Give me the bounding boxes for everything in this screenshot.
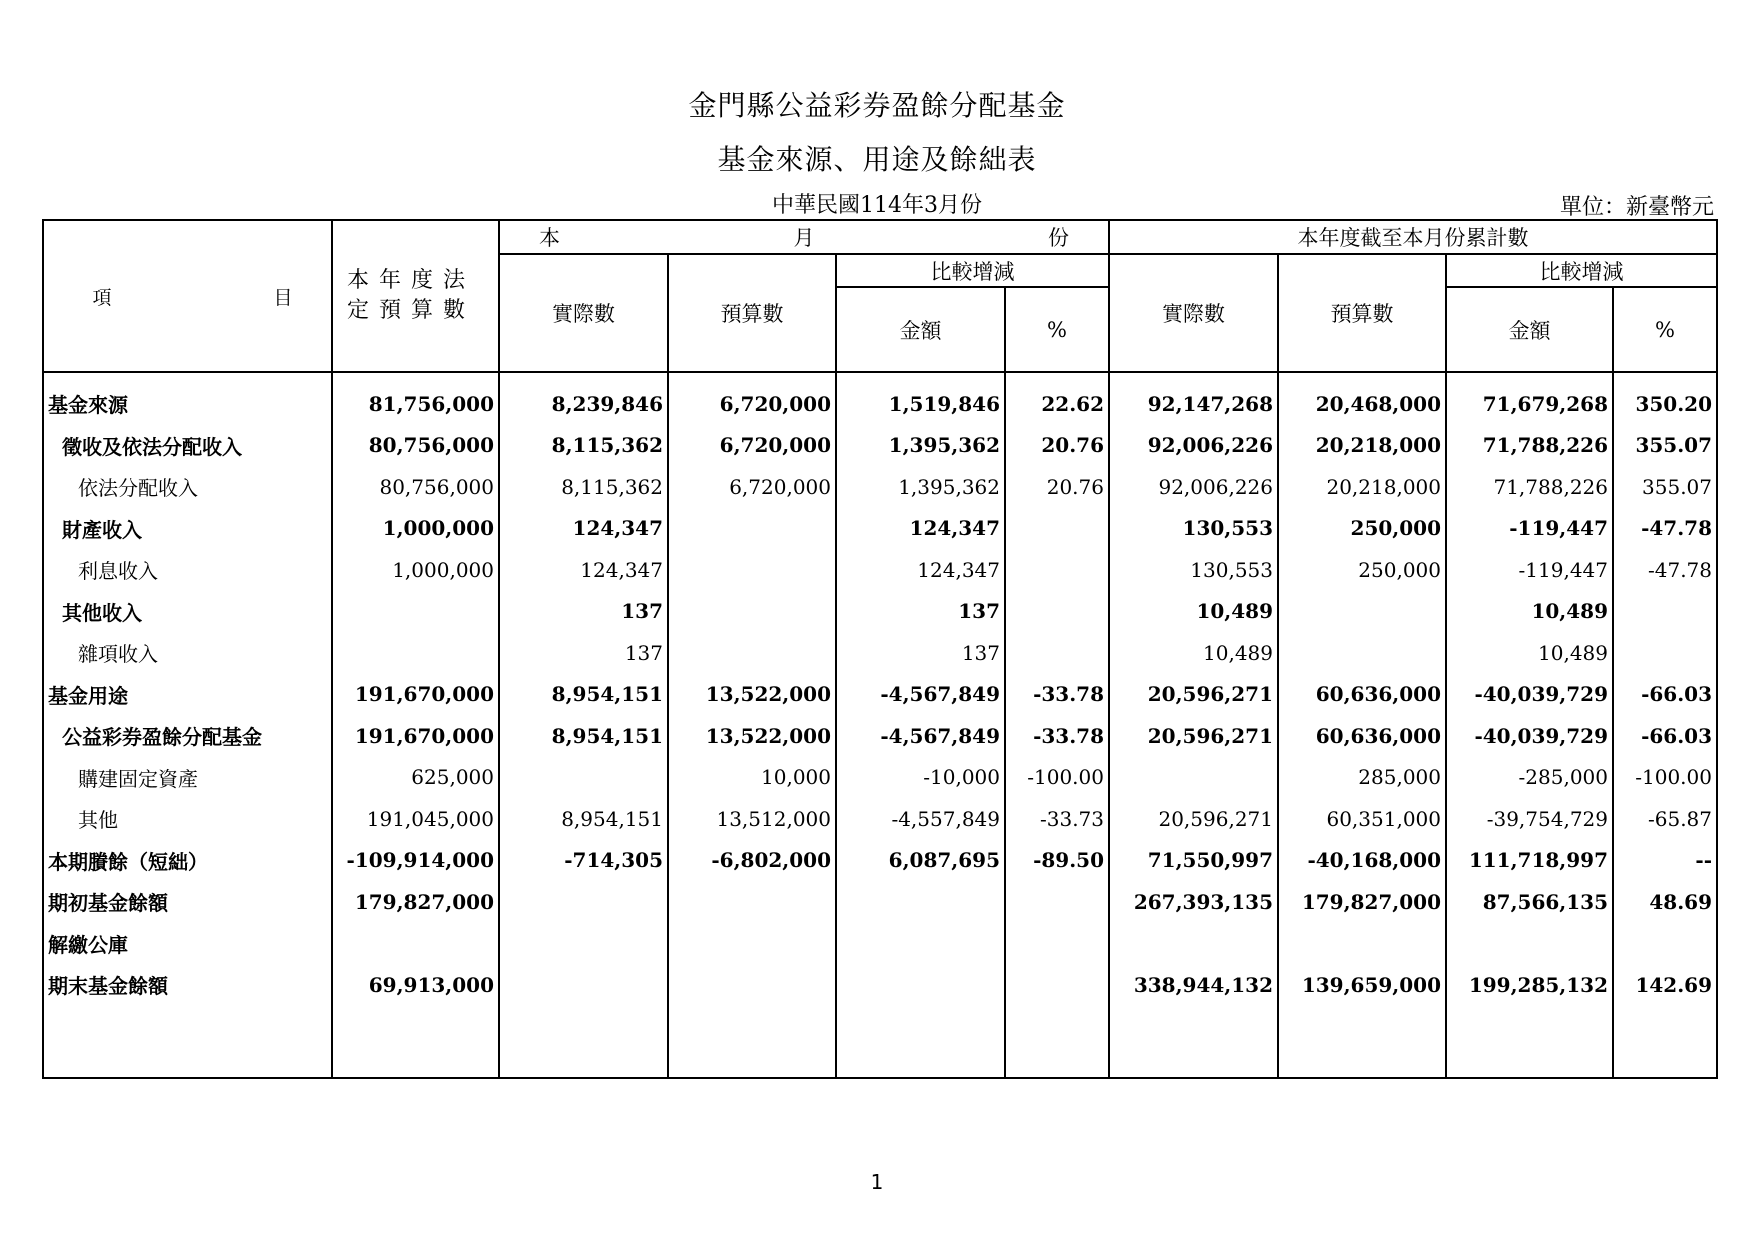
cell-month-budget [668,632,836,674]
cell-month-percent: -89.50 [1005,840,1109,882]
cell-ytd-budget: 60,636,000 [1278,715,1446,757]
cell-ytd-percent: 355.07 [1613,425,1717,467]
cell-ytd-percent: -65.87 [1613,798,1717,840]
cell-ytd-actual [1109,923,1278,965]
cell-annual-budget: 191,670,000 [332,674,499,716]
cell-ytd-actual: 71,550,997 [1109,840,1278,882]
header-month-char3: 份 [1048,226,1069,250]
cell-month-actual: -714,305 [499,840,668,882]
cell-ytd-actual: 20,596,271 [1109,674,1278,716]
cell-month-actual [499,757,668,799]
row-label: 依法分配收入 [43,466,332,508]
cell-ytd-percent [1613,591,1717,633]
row-label: 其他 [43,798,332,840]
cell-month-percent: -33.78 [1005,715,1109,757]
cell-ytd-budget: 250,000 [1278,508,1446,550]
cell-ytd-actual: 20,596,271 [1109,715,1278,757]
cell-annual-budget: 80,756,000 [332,425,499,467]
cell-ytd-budget: 20,218,000 [1278,466,1446,508]
cell-month-budget [668,923,836,965]
row-label: 基金來源 [43,372,332,425]
table-row [43,508,1717,550]
cell-ytd-amount: 10,489 [1446,632,1613,674]
cell-month-actual: 8,239,846 [499,372,668,425]
header-month-char1: 本 [539,226,560,250]
cell-month-budget: 13,522,000 [668,715,836,757]
table-row [43,964,1717,1006]
cell-annual-budget: 1,000,000 [332,508,499,550]
header-ytd-percent: % [1613,287,1717,372]
cell-month-amount: -4,567,849 [836,715,1005,757]
cell-month-actual [499,923,668,965]
cell-month-actual [499,881,668,923]
report-period: 中華民國114年3月份 [772,193,982,218]
table-row [43,674,1717,716]
header-month-percent: % [1005,287,1109,372]
cell-month-budget: 6,720,000 [668,425,836,467]
cell-month-amount: -4,567,849 [836,674,1005,716]
table-row [43,549,1717,591]
cell-ytd-amount: -119,447 [1446,508,1613,550]
cell-ytd-budget: 20,218,000 [1278,425,1446,467]
cell-ytd-budget: 20,468,000 [1278,372,1446,425]
cell-ytd-amount: -39,754,729 [1446,798,1613,840]
table-row [43,798,1717,840]
header-ytd-actual: 實際數 [1109,254,1278,372]
header-annual-budget [332,220,499,372]
table-body [43,372,1717,1078]
cell-month-amount: 1,395,362 [836,425,1005,467]
header-month-actual: 實際數 [499,254,668,372]
cell-annual-budget: -109,914,000 [332,840,499,882]
cell-ytd-budget: 60,636,000 [1278,674,1446,716]
header-ytd: 本年度截至本月份累計數 [1109,220,1717,254]
cell-month-amount [836,923,1005,965]
cell-month-amount: 137 [836,591,1005,633]
cell-ytd-percent: -66.03 [1613,715,1717,757]
cell-month-actual: 137 [499,632,668,674]
cell-ytd-percent: 350.20 [1613,372,1717,425]
cell-month-budget [668,549,836,591]
row-label: 期末基金餘額 [43,964,332,1006]
cell-annual-budget: 81,756,000 [332,372,499,425]
cell-annual-budget: 191,045,000 [332,798,499,840]
cell-month-budget: 6,720,000 [668,372,836,425]
cell-month-actual: 137 [499,591,668,633]
cell-month-actual: 8,954,151 [499,715,668,757]
cell-ytd-budget [1278,632,1446,674]
cell-annual-budget [332,632,499,674]
table-row [43,632,1717,674]
cell-ytd-budget: 139,659,000 [1278,964,1446,1006]
header-ytd-compare: 比較增減 [1446,254,1717,287]
row-label: 購建固定資產 [43,757,332,799]
cell-ytd-percent: -47.78 [1613,549,1717,591]
cell-ytd-actual: 10,489 [1109,632,1278,674]
cell-ytd-budget: 179,827,000 [1278,881,1446,923]
cell-month-budget: 13,522,000 [668,674,836,716]
cell-ytd-percent [1613,632,1717,674]
cell-month-amount: 1,395,362 [836,466,1005,508]
cell-month-budget [668,591,836,633]
fund-statement-table [42,219,1718,1079]
cell-ytd-amount: 87,566,135 [1446,881,1613,923]
table-row [43,466,1717,508]
cell-month-percent [1005,549,1109,591]
row-label: 本期賸餘（短絀） [43,840,332,882]
cell-ytd-budget: -40,168,000 [1278,840,1446,882]
row-label: 徵收及依法分配收入 [43,425,332,467]
table-row [43,372,1717,425]
table-row [43,923,1717,965]
cell-ytd-amount: -40,039,729 [1446,715,1613,757]
cell-ytd-budget [1278,923,1446,965]
cell-ytd-percent: -47.78 [1613,508,1717,550]
table-header [43,220,1717,372]
row-label: 公益彩券盈餘分配基金 [43,715,332,757]
table-row [43,591,1717,633]
cell-month-percent: 22.62 [1005,372,1109,425]
cell-ytd-actual: 92,006,226 [1109,466,1278,508]
cell-ytd-budget: 285,000 [1278,757,1446,799]
cell-month-amount: 137 [836,632,1005,674]
row-label: 財產收入 [43,508,332,550]
cell-ytd-percent: 142.69 [1613,964,1717,1006]
cell-ytd-budget: 250,000 [1278,549,1446,591]
cell-month-amount: 124,347 [836,549,1005,591]
cell-ytd-amount: 71,788,226 [1446,425,1613,467]
report-subtitle: 基金來源、用途及餘絀表 [717,143,1037,176]
cell-annual-budget: 625,000 [332,757,499,799]
table-filler-row [43,1006,1717,1079]
cell-ytd-actual: 267,393,135 [1109,881,1278,923]
cell-ytd-actual: 130,553 [1109,508,1278,550]
cell-ytd-amount: 71,679,268 [1446,372,1613,425]
cell-month-amount [836,881,1005,923]
header-current-month [499,220,1109,254]
cell-annual-budget [332,591,499,633]
cell-ytd-percent: -100.00 [1613,757,1717,799]
cell-ytd-amount: -285,000 [1446,757,1613,799]
header-item [43,220,332,372]
cell-annual-budget: 191,670,000 [332,715,499,757]
cell-ytd-percent: 355.07 [1613,466,1717,508]
cell-month-actual: 124,347 [499,508,668,550]
cell-ytd-actual: 10,489 [1109,591,1278,633]
header-month-amount: 金額 [836,287,1005,372]
cell-month-percent [1005,632,1109,674]
report-title: 金門縣公益彩券盈餘分配基金 [688,89,1066,122]
cell-month-budget [668,508,836,550]
cell-ytd-amount: -40,039,729 [1446,674,1613,716]
cell-month-budget: 6,720,000 [668,466,836,508]
cell-month-actual: 124,347 [499,549,668,591]
row-label: 基金用途 [43,674,332,716]
cell-annual-budget: 80,756,000 [332,466,499,508]
cell-ytd-amount: -119,447 [1446,549,1613,591]
cell-month-percent [1005,881,1109,923]
cell-month-actual: 8,115,362 [499,466,668,508]
cell-month-percent: 20.76 [1005,425,1109,467]
table-row [43,881,1717,923]
cell-ytd-amount: 111,718,997 [1446,840,1613,882]
table-row [43,425,1717,467]
cell-month-budget [668,964,836,1006]
cell-ytd-amount [1446,923,1613,965]
cell-month-percent [1005,964,1109,1006]
cell-ytd-percent: 48.69 [1613,881,1717,923]
cell-month-budget [668,881,836,923]
table-row [43,757,1717,799]
cell-ytd-percent: -66.03 [1613,674,1717,716]
row-label: 解繳公庫 [43,923,332,965]
cell-month-amount: -4,557,849 [836,798,1005,840]
cell-month-budget: -6,802,000 [668,840,836,882]
row-label: 期初基金餘額 [43,881,332,923]
cell-month-actual: 8,954,151 [499,674,668,716]
header-ytd-budget: 預算數 [1278,254,1446,372]
cell-month-percent [1005,591,1109,633]
cell-month-percent: 20.76 [1005,466,1109,508]
cell-ytd-budget: 60,351,000 [1278,798,1446,840]
cell-month-amount: 6,087,695 [836,840,1005,882]
cell-month-amount [836,964,1005,1006]
cell-month-percent [1005,923,1109,965]
cell-ytd-percent [1613,923,1717,965]
cell-month-budget: 13,512,000 [668,798,836,840]
row-label: 其他收入 [43,591,332,633]
cell-ytd-amount: 71,788,226 [1446,466,1613,508]
cell-annual-budget: 1,000,000 [332,549,499,591]
row-label: 利息收入 [43,549,332,591]
cell-month-actual: 8,115,362 [499,425,668,467]
table-row [43,840,1717,882]
cell-month-amount: 124,347 [836,508,1005,550]
header-ytd-amount: 金額 [1446,287,1613,372]
table-row [43,715,1717,757]
header-item-b: 目 [273,286,293,309]
cell-annual-budget: 179,827,000 [332,881,499,923]
header-month-budget: 預算數 [668,254,836,372]
cell-annual-budget: 69,913,000 [332,964,499,1006]
cell-month-percent: -100.00 [1005,757,1109,799]
cell-month-percent: -33.73 [1005,798,1109,840]
cell-month-percent: -33.78 [1005,674,1109,716]
header-month-compare: 比較增減 [836,254,1109,287]
cell-month-amount: -10,000 [836,757,1005,799]
cell-ytd-actual: 20,596,271 [1109,798,1278,840]
cell-ytd-amount: 10,489 [1446,591,1613,633]
header-budget-line1: 本年度法 [347,268,476,293]
currency-unit: 單位：新臺幣元 [1559,195,1714,220]
header-item-a: 項 [92,286,112,309]
cell-ytd-percent: -- [1613,840,1717,882]
cell-ytd-actual: 338,944,132 [1109,964,1278,1006]
cell-month-actual: 8,954,151 [499,798,668,840]
cell-ytd-actual [1109,757,1278,799]
cell-ytd-actual: 92,006,226 [1109,425,1278,467]
cell-month-percent [1005,508,1109,550]
row-label: 雜項收入 [43,632,332,674]
header-budget-line2: 定預算數 [347,298,476,323]
page-number: 1 [870,1170,884,1194]
cell-ytd-actual: 92,147,268 [1109,372,1278,425]
cell-month-budget: 10,000 [668,757,836,799]
cell-month-amount: 1,519,846 [836,372,1005,425]
cell-ytd-amount: 199,285,132 [1446,964,1613,1006]
cell-month-actual [499,964,668,1006]
cell-annual-budget [332,923,499,965]
header-month-char2: 月 [793,226,815,250]
cell-ytd-actual: 130,553 [1109,549,1278,591]
cell-ytd-budget [1278,591,1446,633]
